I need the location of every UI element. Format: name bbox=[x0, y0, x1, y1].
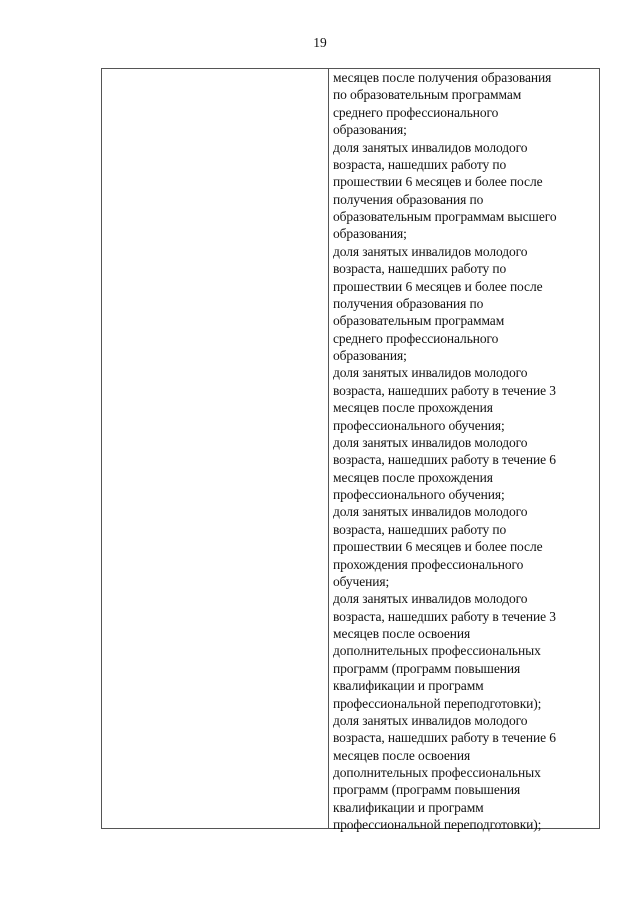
cell-text-line: профессиональной переподготовки); bbox=[333, 817, 542, 833]
cell-text-line: обучения; bbox=[333, 573, 390, 589]
cell-text-line: среднего профессионального bbox=[333, 104, 499, 120]
cell-text-line: получения образования по bbox=[333, 295, 484, 311]
cell-text-line: возраста, нашедших работу по bbox=[333, 156, 507, 172]
cell-text-line: по образовательным программам bbox=[333, 87, 522, 103]
cell-text-line: возраста, нашедших работу в течение 3 bbox=[333, 382, 556, 398]
cell-text-line: прошествии 6 месяцев и более после bbox=[333, 174, 543, 190]
cell-text-line: образовательным программам bbox=[333, 313, 505, 329]
cell-text-line: доля занятых инвалидов молодого bbox=[333, 243, 528, 259]
cell-text-line: среднего профессионального bbox=[333, 330, 499, 346]
cell-text-line: профессиональной переподготовки); bbox=[333, 695, 542, 711]
cell-text-line: образовательным программам высшего bbox=[333, 209, 557, 224]
cell-text-line: программ (программ повышения bbox=[333, 660, 521, 676]
cell-text-line: профессионального обучения; bbox=[333, 417, 505, 433]
cell-text-line: получения образования по bbox=[333, 191, 484, 207]
page-number: 19 bbox=[313, 35, 327, 50]
cell-text-line: возраста, нашедших работу в течение 3 bbox=[333, 608, 556, 624]
cell-text-line: возраста, нашедших работу в течение 6 bbox=[333, 452, 556, 468]
cell-text-line: программ (программ повышения bbox=[333, 782, 521, 798]
cell-text-line: прошествии 6 месяцев и более после bbox=[333, 539, 543, 555]
cell-text-line: доля занятых инвалидов молодого bbox=[333, 591, 528, 607]
cell-text-line: месяцев после прохождения bbox=[333, 469, 493, 485]
cell-text-line: доля занятых инвалидов молодого bbox=[333, 434, 528, 450]
cell-text-line: образования; bbox=[333, 348, 407, 363]
cell-text-line: месяцев после освоения bbox=[333, 626, 471, 641]
cell-text-line: доля занятых инвалидов молодого bbox=[333, 139, 528, 155]
cell-text-line: доля занятых инвалидов молодого bbox=[333, 712, 528, 728]
cell-text-line: дополнительных профессиональных bbox=[333, 765, 541, 780]
cell-text-line: месяцев после освоения bbox=[333, 747, 471, 763]
document-table bbox=[101, 68, 600, 833]
cell-text-line: прохождения профессионального bbox=[333, 556, 524, 572]
cell-text-line: дополнительных профессиональных bbox=[333, 643, 541, 659]
cell-text-line: прошествии 6 месяцев и более после bbox=[333, 278, 543, 294]
table-left-cell bbox=[102, 69, 329, 828]
cell-text-line: месяцев после получения образования bbox=[333, 70, 552, 85]
cell-text-line: профессионального обучения; bbox=[333, 487, 505, 502]
cell-text-line: образования; bbox=[333, 122, 407, 138]
cell-text-line: месяцев после прохождения bbox=[333, 400, 493, 416]
table-right-cell bbox=[329, 69, 599, 833]
cell-text-line: доля занятых инвалидов молодого bbox=[333, 504, 528, 520]
cell-text-line: возраста, нашедших работу в течение 6 bbox=[333, 730, 556, 746]
cell-text-line: квалификации и программ bbox=[333, 799, 484, 815]
cell-text-line: образования; bbox=[333, 226, 407, 242]
cell-text-line: возраста, нашедших работу по bbox=[333, 261, 507, 277]
cell-text-line: возраста, нашедших работу по bbox=[333, 521, 507, 537]
cell-text-line: квалификации и программ bbox=[333, 678, 484, 694]
cell-text-line: доля занятых инвалидов молодого bbox=[333, 365, 528, 381]
